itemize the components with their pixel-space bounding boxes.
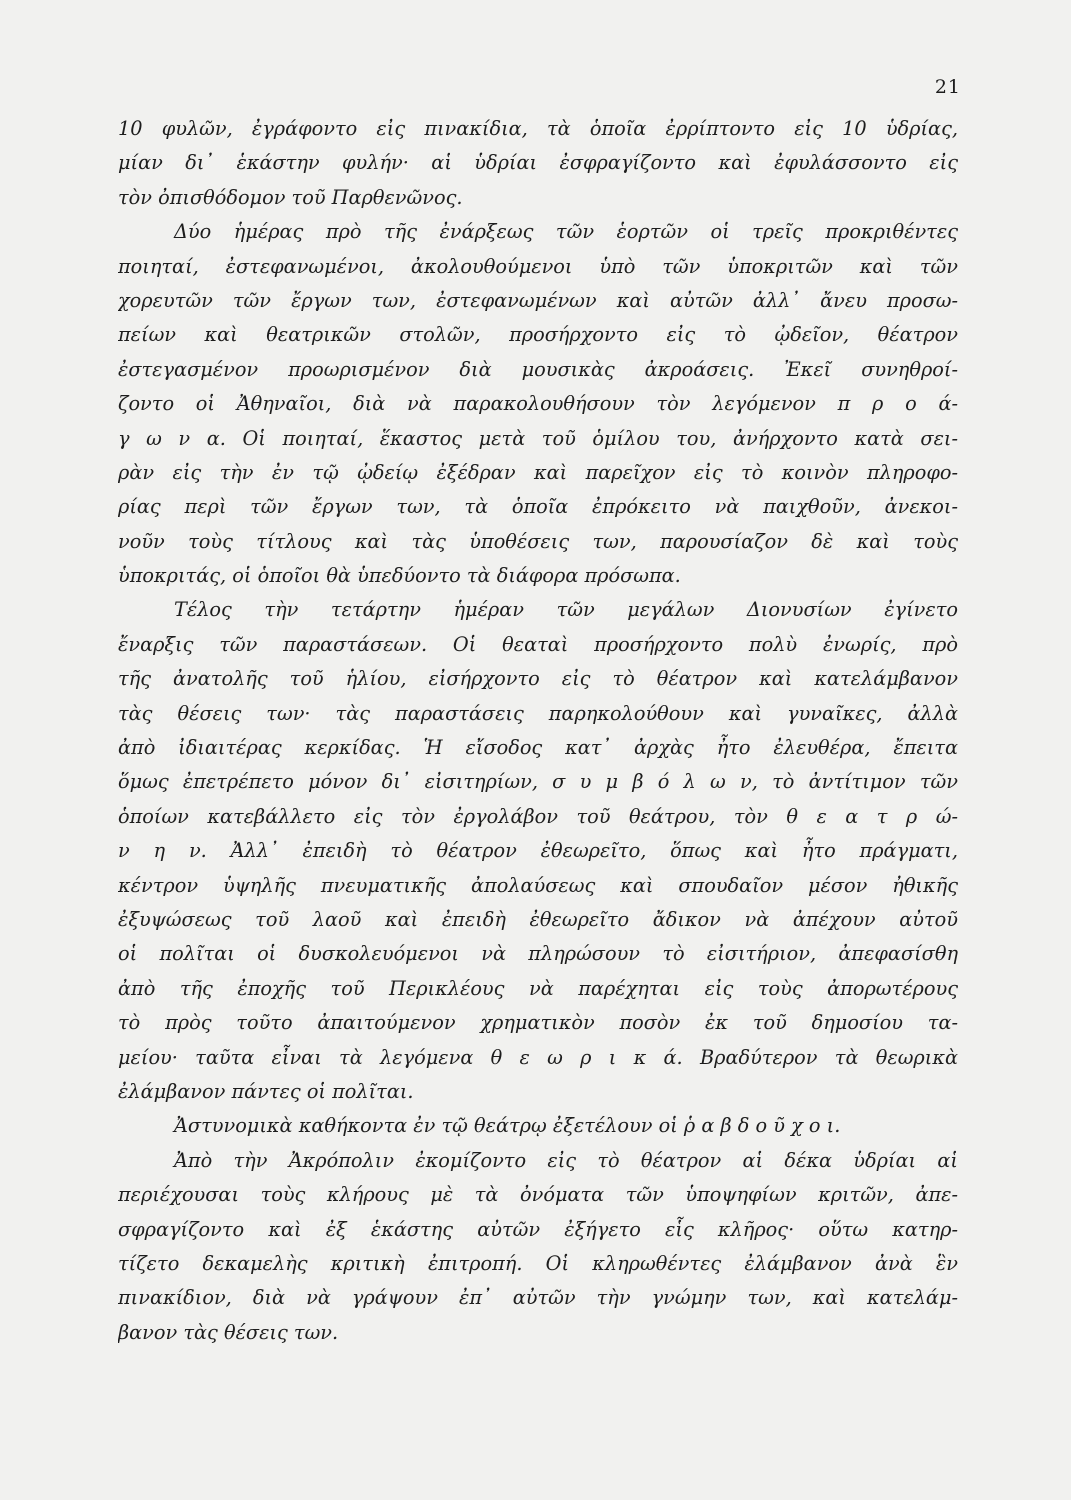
text-line: Ἀστυνομικὰ καθήκοντα ἐν τῷ θεάτρῳ ἐξετέλουν οἱ ῥ α β δ ο ῦ χ ο ι. xyxy=(174,1114,841,1138)
text-line: ὅμως ἐπετρέπετο μόνον δι᾽ εἰσιτηρίων, σ υ μ β ό λ ω ν, τὸ ἀντίτιμον τῶν xyxy=(118,770,958,794)
text-line: πινακίδιον, διὰ νὰ γράψουν ἐπ᾽ αὐτῶν τὴν γνώμην των, καὶ κατελάμ- xyxy=(118,1286,958,1310)
text-line: τὸ πρὸς τοῦτο ἀπαιτούμενον χρηματικὸν ποσὸν ἐκ τοῦ δημοσίου τα- xyxy=(118,1011,958,1035)
text-line: ἐστεγασμένον προωρισμένον διὰ μουσικὰς ἀκροάσεις. Ἐκεῖ συνηθροί- xyxy=(118,357,958,381)
text-line: ρίας περὶ τῶν ἔργων των, τὰ ὁποῖα ἐπρόκειτο νὰ παιχθοῦν, ἀνεκοι- xyxy=(118,495,958,519)
text-line: τὰς θέσεις των· τὰς παραστάσεις παρηκολούθουν καὶ γυναῖκες, ἀλλὰ xyxy=(118,701,958,725)
page-number: 21 xyxy=(934,76,961,98)
text-line: Τέλος τὴν τετάρτην ἡμέραν τῶν μεγάλων Διονυσίων ἐγίνετο xyxy=(174,598,958,622)
text-line: ὑποκριτάς, οἱ ὁποῖοι θὰ ὑπεδύοντο τὰ διάφορα πρόσωπα. xyxy=(118,564,681,588)
text-line: ζοντο οἱ Ἀθηναῖοι, διὰ νὰ παρακολουθήσουν τὸν λεγόμενον π ρ ο ά- xyxy=(118,392,958,416)
text-line: οἱ πολῖται οἱ δυσκολευόμενοι νὰ πληρώσουν τὸ εἰσιτήριον, ἀπεφασίσθη xyxy=(118,942,958,966)
text-line: ρὰν εἰς τὴν ἐν τῷ ᾠδείῳ ἐξέδραν καὶ παρεῖχον εἰς τὸ κοινὸν πληροφο- xyxy=(118,460,958,484)
text-line: τίζετο δεκαμελὴς κριτικὴ ἐπιτροπή. Οἱ κληρωθέντες ἐλάμβανον ἀνὰ ἓν xyxy=(118,1251,958,1275)
text-line: σφραγίζοντο καὶ ἐξ ἑκάστης αὐτῶν ἐξήγετο εἷς κλῆρος· οὕτω κατηρ- xyxy=(118,1217,958,1241)
text-line: μίαν δι᾽ ἑκάστην φυλήν· αἱ ὑδρίαι ἐσφραγίζοντο καὶ ἐφυλάσσοντο εἰς xyxy=(118,151,958,175)
body-text xyxy=(118,112,958,1350)
text-line: ὁποίων κατεβάλλετο εἰς τὸν ἐργολάβον τοῦ θεάτρου, τὸν θ ε α τ ρ ώ- xyxy=(118,804,958,828)
text-line: 10 φυλῶν, ἐγράφοντο εἰς πινακίδια, τὰ ὁποῖα ἐρρίπτοντο εἰς 10 ὑδρίας, xyxy=(118,117,958,140)
text-line: τῆς ἀνατολῆς τοῦ ἡλίου, εἰσήρχοντο εἰς τὸ θέατρον καὶ κατελάμβανον xyxy=(118,667,958,691)
text-line: ἐξυψώσεως τοῦ λαοῦ καὶ ἐπειδὴ ἐθεωρεῖτο ἄδικον νὰ ἀπέχουν αὐτοῦ xyxy=(118,907,958,931)
text-line: περιέχουσαι τοὺς κλήρους μὲ τὰ ὀνόματα τῶν ὑποψηφίων κριτῶν, ἀπε- xyxy=(118,1183,958,1207)
text-line: βανον τὰς θέσεις των. xyxy=(118,1320,339,1344)
text-line: ἔναρξις τῶν παραστάσεων. Οἱ θεαταὶ προσήρχοντο πολὺ ἐνωρίς, πρὸ xyxy=(118,632,958,656)
text-line: ν η ν. Ἀλλ᾽ ἐπειδὴ τὸ θέατρον ἐθεωρεῖτο, ὅπως καὶ ἦτο πράγματι, xyxy=(118,839,958,863)
text-line: νοῦν τοὺς τίτλους καὶ τὰς ὑποθέσεις των, παρουσίαζον δὲ καὶ τοὺς xyxy=(118,529,958,553)
text-line: Δύο ἡμέρας πρὸ τῆς ἐνάρξεως τῶν ἑορτῶν οἱ τρεῖς προκριθέντες xyxy=(174,220,958,244)
text-line: πείων καὶ θεατρικῶν στολῶν, προσήρχοντο εἰς τὸ ᾠδεῖον, θέατρον xyxy=(118,323,958,347)
text-line: ποιηταί, ἐστεφανωμένοι, ἀκολουθούμενοι ὑπὸ τῶν ὑποκριτῶν καὶ τῶν xyxy=(118,254,958,278)
text-line: κέντρον ὑψηλῆς πνευματικῆς ἀπολαύσεως καὶ σπουδαῖον μέσον ἠθικῆς xyxy=(118,873,958,897)
text-line: μείου· ταῦτα εἶναι τὰ λεγόμενα θ ε ω ρ ι κ ά. Βραδύτερον τὰ θεωρικὰ xyxy=(118,1045,958,1069)
text-line: ἀπὸ ἰδιαιτέρας κερκίδας. Ἡ εἴσοδος κατ᾽ ἀρχὰς ἦτο ἐλευθέρα, ἔπειτα xyxy=(118,736,958,760)
text-line: ἀπὸ τῆς ἐποχῆς τοῦ Περικλέους νὰ παρέχηται εἰς τοὺς ἀπορωτέρους xyxy=(118,976,958,1000)
text-line: τὸν ὀπισθόδομον τοῦ Παρθενῶνος. xyxy=(118,185,463,209)
text-line: ἐλάμβανον πάντες οἱ πολῖται. xyxy=(118,1079,414,1103)
text-line: γ ω ν α. Οἱ ποιηταί, ἕκαστος μετὰ τοῦ ὁμίλου του, ἀνήρχοντο κατὰ σει- xyxy=(118,426,958,450)
text-line: χορευτῶν τῶν ἔργων των, ἐστεφανωμένων καὶ αὐτῶν ἀλλ᾽ ἄνευ προσω- xyxy=(118,288,958,312)
text-line: Ἀπὸ τὴν Ἀκρόπολιν ἐκομίζοντο εἰς τὸ θέατρον αἱ δέκα ὑδρίαι αἱ xyxy=(174,1148,958,1172)
